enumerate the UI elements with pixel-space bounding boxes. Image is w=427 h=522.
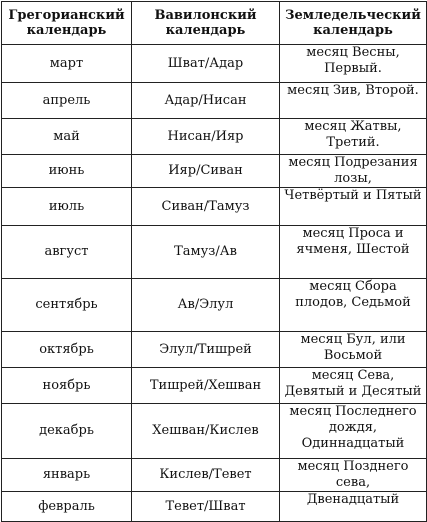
cell-agricultural: месяц Проса и ячменя, Шестой	[280, 226, 427, 279]
cell-gregorian: декабрь	[2, 404, 132, 459]
header-babylonian: Вавилонский календарь	[132, 2, 280, 45]
cell-babylonian: Ав/Элул	[132, 279, 280, 332]
cell-agricultural: месяц Последнего дождя, Одиннадцатый	[280, 404, 427, 459]
table-row	[2, 368, 427, 404]
cell-babylonian: Сиван/Тамуз	[132, 188, 280, 226]
cell-gregorian: март	[2, 45, 132, 83]
cell-agricultural: месяц Жатвы, Третий.	[280, 119, 427, 155]
table-row	[2, 459, 427, 492]
cell-babylonian: Тишрей/Хешван	[132, 368, 280, 404]
cell-babylonian: Адар/Нисан	[132, 83, 280, 119]
cell-agricultural: месяц Подрезания лозы,	[280, 155, 427, 188]
cell-agricultural: Четвёртый и Пятый	[280, 188, 427, 226]
cell-babylonian: Тамуз/Ав	[132, 226, 280, 279]
table-row	[2, 226, 427, 279]
cell-gregorian: июнь	[2, 155, 132, 188]
cell-gregorian: май	[2, 119, 132, 155]
calendar-table	[1, 1, 427, 522]
cell-gregorian: апрель	[2, 83, 132, 119]
cell-gregorian: август	[2, 226, 132, 279]
table-row	[2, 279, 427, 332]
cell-babylonian: Шват/Адар	[132, 45, 280, 83]
cell-gregorian: январь	[2, 459, 132, 492]
header-agricultural: Земледельческий календарь	[280, 2, 427, 45]
cell-agricultural: месяц Позднего сева,	[280, 459, 427, 492]
cell-gregorian: ноябрь	[2, 368, 132, 404]
cell-agricultural: месяц Зив, Второй.	[280, 83, 427, 119]
cell-babylonian: Кислев/Тевет	[132, 459, 280, 492]
cell-gregorian: февраль	[2, 492, 132, 522]
cell-babylonian: Ияр/Сиван	[132, 155, 280, 188]
cell-agricultural: месяц Весны, Первый.	[280, 45, 427, 83]
table-row	[2, 119, 427, 155]
cell-babylonian: Тевет/Шват	[132, 492, 280, 522]
table-row	[2, 155, 427, 188]
table-row	[2, 332, 427, 368]
cell-gregorian: июль	[2, 188, 132, 226]
cell-babylonian: Элул/Тишрей	[132, 332, 280, 368]
cell-gregorian: сентябрь	[2, 279, 132, 332]
cell-agricultural: месяц Сбора плодов, Седьмой	[280, 279, 427, 332]
table-row	[2, 404, 427, 459]
cell-gregorian: октябрь	[2, 332, 132, 368]
table-row	[2, 188, 427, 226]
table-row	[2, 45, 427, 83]
cell-agricultural: месяц Бул, или Восьмой	[280, 332, 427, 368]
cell-babylonian: Нисан/Ияр	[132, 119, 280, 155]
cell-agricultural: месяц Сева, Девятый и Десятый	[280, 368, 427, 404]
header-row	[2, 2, 427, 45]
cell-babylonian: Хешван/Кислев	[132, 404, 280, 459]
table-row	[2, 83, 427, 119]
header-gregorian: Грегорианский календарь	[2, 2, 132, 45]
cell-agricultural: Двенадцатый	[280, 492, 427, 522]
table-row	[2, 492, 427, 522]
